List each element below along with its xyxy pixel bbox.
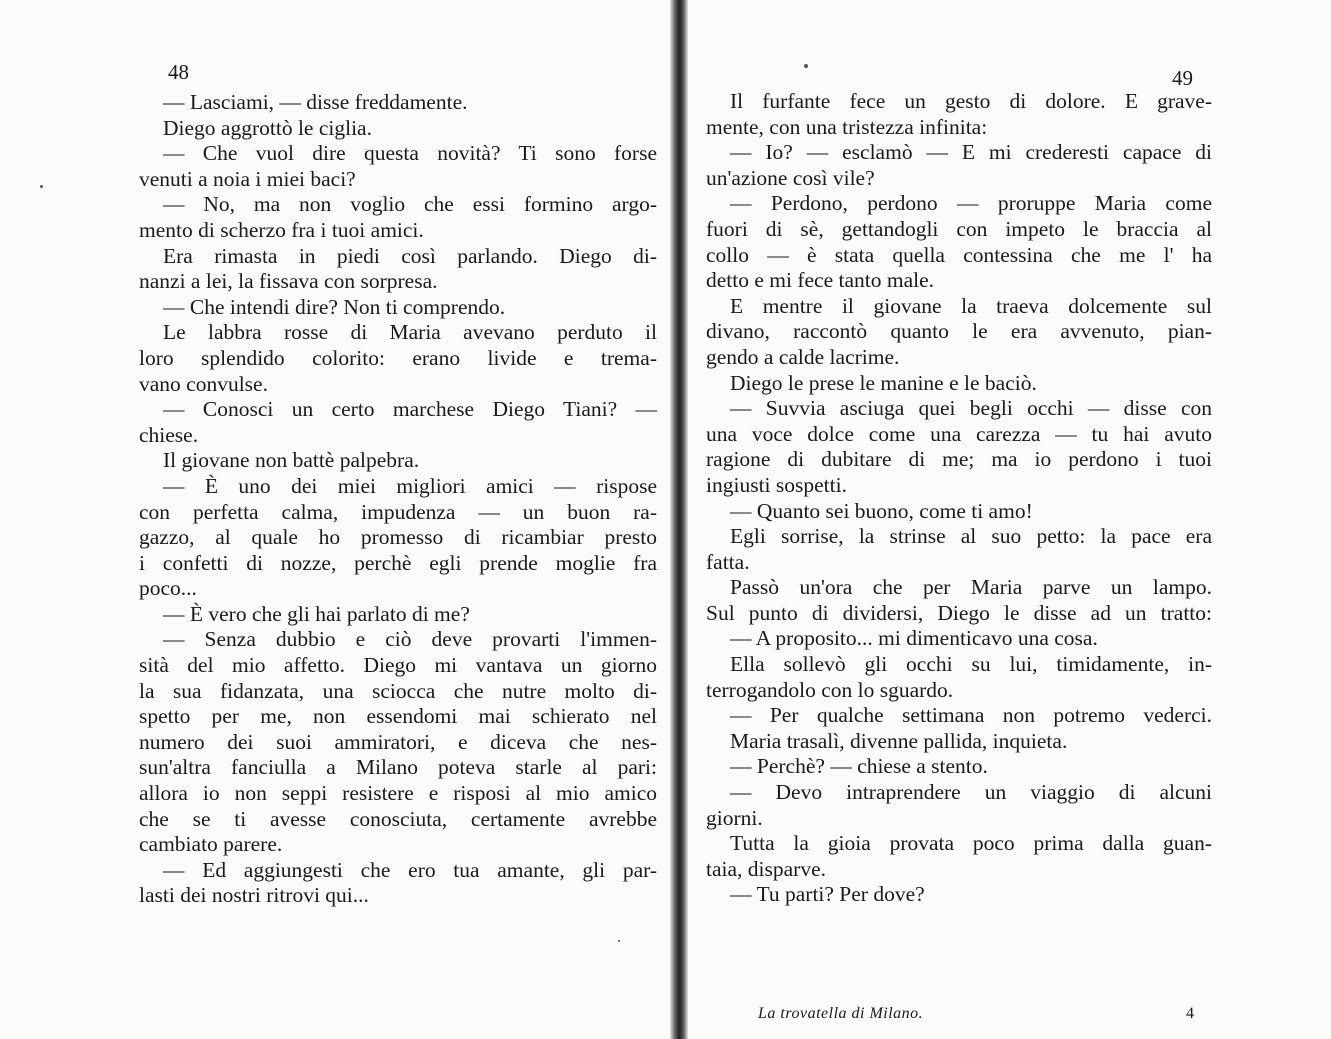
- text-line: collo — è stata quella contessina che me l' ha: [706, 242, 1212, 267]
- text-line: taia, disparve.: [706, 856, 826, 881]
- paper-speck: [804, 64, 808, 68]
- text-line: i confetti di nozze, perchè egli prende moglie fra: [139, 550, 657, 575]
- text-line: — È vero che gli hai parlato di me?: [163, 601, 470, 626]
- text-line: Tutta la gioia provata poco prima dalla guan-: [730, 831, 1212, 856]
- page-number-left: 48: [168, 60, 189, 84]
- text-line: lasti dei nostri ritrovi qui...: [139, 883, 369, 908]
- text-line: una voce dolce come una carezza — tu hai avuto: [706, 421, 1212, 446]
- text-line: — È uno dei miei migliori amici — rispose: [163, 473, 657, 498]
- text-line: ingiusti sospetti.: [706, 472, 847, 497]
- paper-speck: [618, 940, 620, 942]
- page-footer: [706, 1001, 1212, 1027]
- text-line: Egli sorrise, la strinse al suo petto: la pace era: [730, 524, 1212, 549]
- right-page: [688, 0, 1331, 1039]
- text-line: Sul punto di dividersi, Diego le disse ad un tratto:: [706, 600, 1212, 625]
- book-gutter: [670, 0, 688, 1039]
- text-line: — Senza dubbio e ciò deve provarti l'immen-: [163, 627, 657, 652]
- text-line: ragione di dubitare di me; ma io perdono i tuoi: [706, 447, 1212, 472]
- text-line: — Lasciami, — disse freddamente.: [163, 90, 468, 114]
- text-line: Il giovane non battè palpebra.: [163, 448, 420, 473]
- text-line: — A proposito... mi dimenticavo una cosa.: [730, 626, 1098, 651]
- text-line: terrogandolo con lo sguardo.: [706, 677, 954, 702]
- text-line: E mentre il giovane la traeva dolcemente sul: [730, 293, 1212, 318]
- text-line: nanzi a lei, la fissava con sorpresa.: [139, 269, 438, 294]
- text-line: — Suvvia asciuga quei begli occhi — disse con: [730, 396, 1212, 421]
- text-line: con perfetta calma, impudenza — un buon ra-: [139, 499, 657, 524]
- text-line: giorni.: [706, 805, 763, 830]
- text-line: — Conosci un certo marchese Diego Tiani? —: [163, 397, 657, 422]
- text-line: — Devo intraprendere un viaggio di alcuni: [730, 780, 1212, 805]
- text-line: vano convulse.: [139, 371, 268, 396]
- text-line: — Quanto sei buono, come ti amo!: [730, 498, 1033, 523]
- text-line: — Perdono, perdono — proruppe Maria come: [730, 191, 1212, 216]
- text-line: mento di scherzo fra i tuoi amici.: [139, 217, 424, 242]
- text-line: spetto per me, non essendomi mai schierato nel: [139, 704, 657, 729]
- text-line: fuori di sè, gettandogli con impeto le braccia al: [706, 216, 1212, 241]
- text-line: mente, con una tristezza infinita:: [706, 114, 988, 139]
- text-line: — Che intendi dire? Non ti comprendo.: [163, 294, 506, 319]
- text-line: Passò un'ora che per Maria parve un lampo.: [730, 575, 1212, 600]
- text-line: Diego le prese le manine e le baciò.: [730, 370, 1037, 395]
- text-line: sità del mio affetto. Diego mi vantava un giorno: [139, 653, 657, 678]
- text-line: — Ed aggiungesti che ero tua amante, gli par-: [163, 857, 657, 882]
- right-page-text: [706, 89, 1212, 1022]
- text-line: — Perchè? — chiese a stento.: [730, 754, 988, 779]
- text-line: gazzo, al quale ho promesso di ricambiar presto: [139, 525, 657, 550]
- text-line: un'azione così vile?: [706, 165, 875, 190]
- signature-mark: 4: [1186, 1005, 1194, 1022]
- text-line: la sua fidanzata, una sciocca che nutre molto di-: [139, 678, 657, 703]
- text-line: venuti a noia i miei baci?: [139, 166, 356, 191]
- text-line: chiese.: [139, 422, 199, 447]
- text-line: sun'altra fanciulla a Milano poteva starle al pari:: [139, 755, 657, 780]
- text-line: allora io non seppi resistere e risposi al mio amico: [139, 781, 657, 806]
- text-line: gendo a calde lacrime.: [706, 344, 900, 369]
- text-line: — Io? — esclamò — E mi crederesti capace di: [730, 140, 1212, 165]
- text-line: Maria trasalì, divenne pallida, inquieta.: [730, 728, 1068, 753]
- text-line: — Tu parti? Per dove?: [730, 882, 925, 907]
- paper-speck: [40, 185, 43, 188]
- text-line: loro splendido colorito: erano livide e trema-: [139, 345, 657, 370]
- text-line: — Per qualche settimana non potremo vederci.: [730, 703, 1212, 728]
- text-line: Le labbra rosse di Maria avevano perduto il: [163, 320, 657, 345]
- text-line: Il furfante fece un gesto di dolore. E grave-: [730, 89, 1212, 113]
- text-line: — Che vuol dire questa novità? Ti sono forse: [163, 141, 657, 166]
- text-line: detto e mi fece tanto male.: [706, 268, 935, 293]
- running-title: La trovatella di Milano.: [758, 1005, 924, 1022]
- text-line: — No, ma non voglio che essi formino argo-: [163, 192, 657, 217]
- left-page-text: [139, 90, 657, 909]
- text-line: poco...: [139, 576, 197, 601]
- text-line: Diego aggrottò le ciglia.: [163, 115, 372, 140]
- text-line: che se ti avesse conosciuta, certamente avrebbe: [139, 806, 657, 831]
- text-line: cambiato parere.: [139, 832, 283, 857]
- text-line: numero dei suoi ammiratori, e diceva che nes-: [139, 729, 657, 754]
- text-line: Ella sollevò gli occhi su lui, timidamente, in-: [730, 652, 1212, 677]
- page-number-right: 49: [1172, 66, 1193, 90]
- text-line: Era rimasta in piedi così parlando. Diego di-: [163, 243, 657, 268]
- text-line: divano, raccontò quanto le era avvenuto, pian-: [706, 319, 1212, 344]
- text-line: fatta.: [706, 549, 750, 574]
